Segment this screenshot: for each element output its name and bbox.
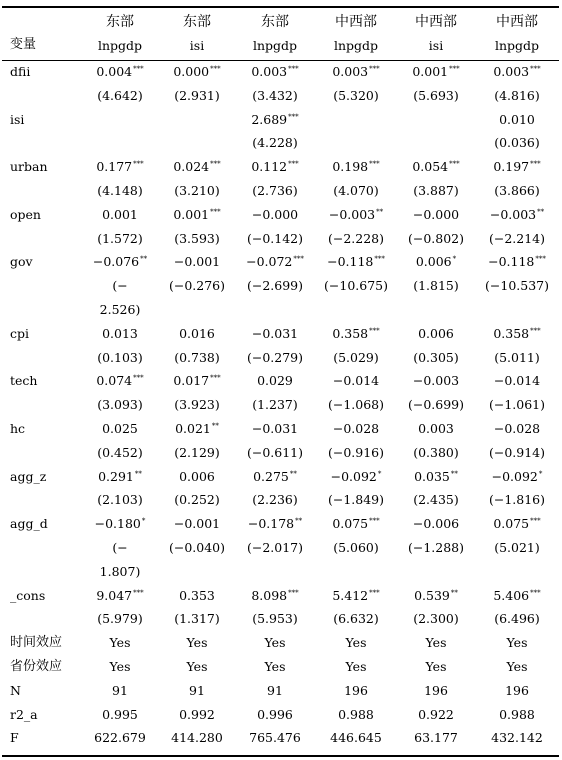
table-cell: 446.645	[330, 730, 382, 745]
table-cell: Yes	[425, 635, 447, 650]
row-label: _cons	[10, 588, 46, 603]
row-label: cpi	[10, 326, 30, 341]
table-cell: (−1.068)	[327, 397, 385, 412]
significance-stars: *	[452, 255, 457, 263]
table-cell: (2.103)	[97, 492, 143, 507]
table-cell: 432.142	[491, 730, 543, 745]
table-cell: 0.996	[257, 707, 293, 722]
table-cell: −0.031	[251, 326, 299, 341]
table-cell: (0.103)	[97, 350, 143, 365]
table-cell: −0.092*	[330, 469, 382, 484]
row-label: r2_a	[10, 707, 38, 722]
table-cell: 2.689***	[251, 112, 299, 127]
table-cell: −0.014	[332, 373, 380, 388]
table-cell: 0.025	[102, 421, 138, 436]
significance-stars: **	[134, 470, 142, 478]
significance-stars: ***	[288, 589, 299, 597]
table-cell: (1.572)	[97, 231, 143, 246]
table-cell: (5.953)	[252, 611, 298, 626]
table-cell: (3.866)	[494, 183, 540, 198]
table-cell: (0.380)	[413, 445, 459, 460]
table-cell: −0.003	[412, 373, 460, 388]
significance-stars: ***	[530, 517, 541, 525]
significance-stars: **	[537, 208, 545, 216]
bottom-rule	[2, 755, 559, 757]
column-region-header: 中西部	[415, 14, 457, 30]
significance-stars: ***	[133, 160, 144, 168]
table-cell: (2.435)	[413, 492, 459, 507]
significance-stars: ***	[535, 255, 546, 263]
column-region-header: 中西部	[496, 14, 538, 30]
significance-stars: ***	[133, 65, 144, 73]
table-cell: (−1.061)	[488, 397, 546, 412]
column-depvar-header: lnpgdp	[252, 38, 298, 53]
table-cell: (4.642)	[97, 88, 143, 103]
table-cell: −0.000	[412, 207, 460, 222]
table-cell: 0.035**	[414, 469, 458, 484]
significance-stars: **	[140, 255, 148, 263]
table-cell: (3.093)	[97, 397, 143, 412]
table-cell: 622.679	[94, 730, 146, 745]
table-cell: −0.180*	[94, 516, 146, 531]
row-label: gov	[10, 254, 33, 269]
table-cell: (−1.288)	[407, 540, 465, 555]
table-cell: 0.353	[179, 588, 215, 603]
significance-stars: ***	[374, 255, 385, 263]
table-cell: (6.632)	[333, 611, 379, 626]
table-cell: Yes	[345, 635, 367, 650]
table-cell: (5.693)	[413, 88, 459, 103]
table-cell: (−0.611)	[246, 445, 304, 460]
table-cell: (−10.537)	[485, 278, 549, 293]
row-label: F	[10, 730, 19, 745]
table-cell: (−0.276)	[168, 278, 226, 293]
table-cell: (3.432)	[252, 88, 298, 103]
table-cell: (−10.675)	[324, 278, 388, 293]
significance-stars: ***	[288, 160, 299, 168]
table-cell: 0.988	[338, 707, 374, 722]
table-cell: 0.988	[499, 707, 535, 722]
table-cell: (5.320)	[333, 88, 379, 103]
table-cell: 9.047***	[96, 588, 144, 603]
row-label: 时间效应	[10, 635, 63, 650]
table-cell: (−0.916)	[327, 445, 385, 460]
significance-stars: ***	[288, 113, 299, 121]
table-cell: 0.001	[102, 207, 138, 222]
table-cell: 0.006	[179, 469, 215, 484]
table-cell: (3.923)	[174, 397, 220, 412]
table-cell: (−	[112, 278, 128, 293]
significance-stars: **	[295, 517, 303, 525]
significance-stars: ***	[133, 374, 144, 382]
table-cell: 0.001***	[412, 64, 460, 79]
table-cell: (2.236)	[252, 492, 298, 507]
table-cell: 0.358***	[332, 326, 380, 341]
table-cell: (−2.228)	[327, 231, 385, 246]
table-cell: Yes	[186, 635, 208, 650]
table-cell: (2.129)	[174, 445, 220, 460]
table-cell: −0.178**	[247, 516, 303, 531]
row-label: tech	[10, 373, 38, 388]
table-cell: −0.092*	[491, 469, 543, 484]
table-cell: (−0.699)	[407, 397, 465, 412]
table-cell: (3.887)	[413, 183, 459, 198]
table-cell: 196	[424, 683, 448, 698]
row-label: open	[10, 207, 41, 222]
table-cell: −0.000	[251, 207, 299, 222]
row-label: 省份效应	[10, 659, 63, 674]
table-cell: 91	[189, 683, 205, 698]
significance-stars: ***	[369, 517, 380, 525]
table-cell: (1.317)	[174, 611, 220, 626]
table-cell: 0.075***	[493, 516, 541, 531]
top-rule	[2, 6, 559, 8]
table-cell: 0.992	[179, 707, 215, 722]
row-label: isi	[10, 112, 25, 127]
table-cell: 0.177***	[96, 159, 144, 174]
table-cell: 0.003***	[251, 64, 299, 79]
table-cell: (−1.849)	[327, 492, 385, 507]
column-depvar-header: lnpgdp	[333, 38, 379, 53]
table-cell: 8.098***	[251, 588, 299, 603]
significance-stars: ***	[530, 160, 541, 168]
significance-stars: ***	[293, 255, 304, 263]
row-label: dfii	[10, 64, 31, 79]
table-cell: (4.228)	[252, 135, 298, 150]
table-cell: (−	[112, 540, 128, 555]
table-cell: 0.010	[499, 112, 535, 127]
table-cell: (6.496)	[494, 611, 540, 626]
table-cell: 0.197***	[493, 159, 541, 174]
row-label: agg_z	[10, 469, 47, 484]
table-cell: 0.075***	[332, 516, 380, 531]
table-cell: (−0.142)	[246, 231, 304, 246]
row-label: hc	[10, 421, 26, 436]
table-cell: Yes	[506, 659, 528, 674]
table-cell: 0.198***	[332, 159, 380, 174]
significance-stars: ***	[210, 374, 221, 382]
table-cell: 0.358***	[493, 326, 541, 341]
table-cell: (5.021)	[494, 540, 540, 555]
table-cell: 0.021**	[175, 421, 219, 436]
table-cell: 196	[344, 683, 368, 698]
column-depvar-header: isi	[189, 38, 205, 53]
table-cell: (−0.802)	[407, 231, 465, 246]
table-cell: 1.807)	[99, 564, 141, 579]
table-cell: 0.017***	[173, 373, 221, 388]
var-header: 变量	[10, 37, 37, 52]
table-cell: (0.036)	[494, 135, 540, 150]
significance-stars: *	[377, 470, 382, 478]
table-cell: (4.070)	[333, 183, 379, 198]
table-cell: 0.001***	[173, 207, 221, 222]
table-cell: (3.593)	[174, 231, 220, 246]
table-cell: 196	[505, 683, 529, 698]
table-cell: 91	[112, 683, 128, 698]
table-cell: −0.003**	[328, 207, 384, 222]
table-cell: 0.539**	[414, 588, 458, 603]
table-cell: (5.029)	[333, 350, 379, 365]
table-cell: 5.412***	[332, 588, 380, 603]
table-cell: 5.406***	[493, 588, 541, 603]
table-cell: (0.305)	[413, 350, 459, 365]
table-cell: Yes	[264, 635, 286, 650]
table-cell: (0.452)	[97, 445, 143, 460]
table-cell: 0.006	[418, 326, 454, 341]
table-cell: 0.054***	[412, 159, 460, 174]
table-cell: Yes	[345, 659, 367, 674]
column-depvar-header: lnpgdp	[494, 38, 540, 53]
table-cell: 0.922	[418, 707, 454, 722]
table-cell: (−2.699)	[246, 278, 304, 293]
header-rule	[2, 60, 559, 61]
table-cell: −0.003**	[489, 207, 545, 222]
table-cell: 0.003***	[332, 64, 380, 79]
table-cell: Yes	[109, 635, 131, 650]
table-cell: (2.300)	[413, 611, 459, 626]
column-depvar-header: lnpgdp	[97, 38, 143, 53]
table-cell: (−2.017)	[246, 540, 304, 555]
table-cell: −0.118***	[327, 254, 385, 269]
row-label: urban	[10, 159, 48, 174]
significance-stars: ***	[449, 160, 460, 168]
table-cell: Yes	[186, 659, 208, 674]
table-cell: (5.979)	[97, 611, 143, 626]
significance-stars: ***	[369, 65, 380, 73]
table-cell: −0.001	[173, 516, 221, 531]
table-cell: 0.004***	[96, 64, 144, 79]
column-depvar-header: isi	[428, 38, 444, 53]
significance-stars: ***	[530, 327, 541, 335]
table-cell: (0.252)	[174, 492, 220, 507]
table-cell: Yes	[109, 659, 131, 674]
table-cell: (0.738)	[174, 350, 220, 365]
table-cell: 0.013	[102, 326, 138, 341]
table-cell: Yes	[425, 659, 447, 674]
significance-stars: *	[538, 470, 543, 478]
table-cell: (4.148)	[97, 183, 143, 198]
significance-stars: ***	[530, 589, 541, 597]
table-cell: Yes	[506, 635, 528, 650]
table-cell: (4.816)	[494, 88, 540, 103]
significance-stars: **	[450, 589, 458, 597]
table-cell: 0.112***	[251, 159, 299, 174]
table-cell: 2.526)	[99, 302, 141, 317]
table-cell: 765.476	[249, 730, 301, 745]
significance-stars: ***	[210, 208, 221, 216]
table-cell: −0.028	[493, 421, 541, 436]
table-cell: −0.028	[332, 421, 380, 436]
column-region-header: 东部	[183, 14, 211, 30]
significance-stars: **	[289, 470, 297, 478]
table-cell: 0.003	[418, 421, 454, 436]
table-cell: (−0.279)	[246, 350, 304, 365]
row-label: agg_d	[10, 516, 48, 531]
table-cell: 63.177	[414, 730, 458, 745]
table-cell: Yes	[264, 659, 286, 674]
table-cell: −0.014	[493, 373, 541, 388]
table-cell: 0.024***	[173, 159, 221, 174]
table-cell: −0.006	[412, 516, 460, 531]
table-cell: 0.006*	[415, 254, 457, 269]
table-cell: 0.995	[102, 707, 138, 722]
column-region-header: 东部	[261, 14, 289, 30]
table-cell: (3.210)	[174, 183, 220, 198]
table-cell: 0.275**	[253, 469, 297, 484]
row-label: N	[10, 683, 21, 698]
table-cell: (−1.816)	[488, 492, 546, 507]
significance-stars: ***	[133, 589, 144, 597]
table-cell: (5.060)	[333, 540, 379, 555]
table-cell: 0.003***	[493, 64, 541, 79]
table-cell: 91	[267, 683, 283, 698]
table-cell: (2.736)	[252, 183, 298, 198]
significance-stars: *	[141, 517, 146, 525]
table-cell: (−0.040)	[168, 540, 226, 555]
table-cell: (2.931)	[174, 88, 220, 103]
table-cell: 0.000***	[173, 64, 221, 79]
table-cell: (−0.914)	[488, 445, 546, 460]
table-cell: 0.074***	[96, 373, 144, 388]
table-cell: (5.011)	[494, 350, 540, 365]
significance-stars: ***	[369, 160, 380, 168]
table-cell: 0.291**	[98, 469, 142, 484]
significance-stars: ***	[369, 327, 380, 335]
table-cell: 0.016	[179, 326, 215, 341]
table-cell: −0.072***	[246, 254, 304, 269]
table-cell: 414.280	[171, 730, 223, 745]
significance-stars: ***	[210, 160, 221, 168]
table-cell: −0.031	[251, 421, 299, 436]
significance-stars: ***	[369, 589, 380, 597]
significance-stars: ***	[210, 65, 221, 73]
column-region-header: 东部	[106, 14, 134, 30]
significance-stars: **	[211, 422, 219, 430]
significance-stars: **	[450, 470, 458, 478]
table-cell: (1.815)	[413, 278, 459, 293]
table-cell: −0.118***	[488, 254, 546, 269]
table-cell: (−2.214)	[488, 231, 546, 246]
table-cell: −0.001	[173, 254, 221, 269]
column-region-header: 中西部	[335, 14, 377, 30]
significance-stars: ***	[288, 65, 299, 73]
table-cell: 0.029	[257, 373, 293, 388]
significance-stars: **	[376, 208, 384, 216]
significance-stars: ***	[449, 65, 460, 73]
table-cell: (1.237)	[252, 397, 298, 412]
significance-stars: ***	[530, 65, 541, 73]
table-cell: −0.076**	[92, 254, 148, 269]
